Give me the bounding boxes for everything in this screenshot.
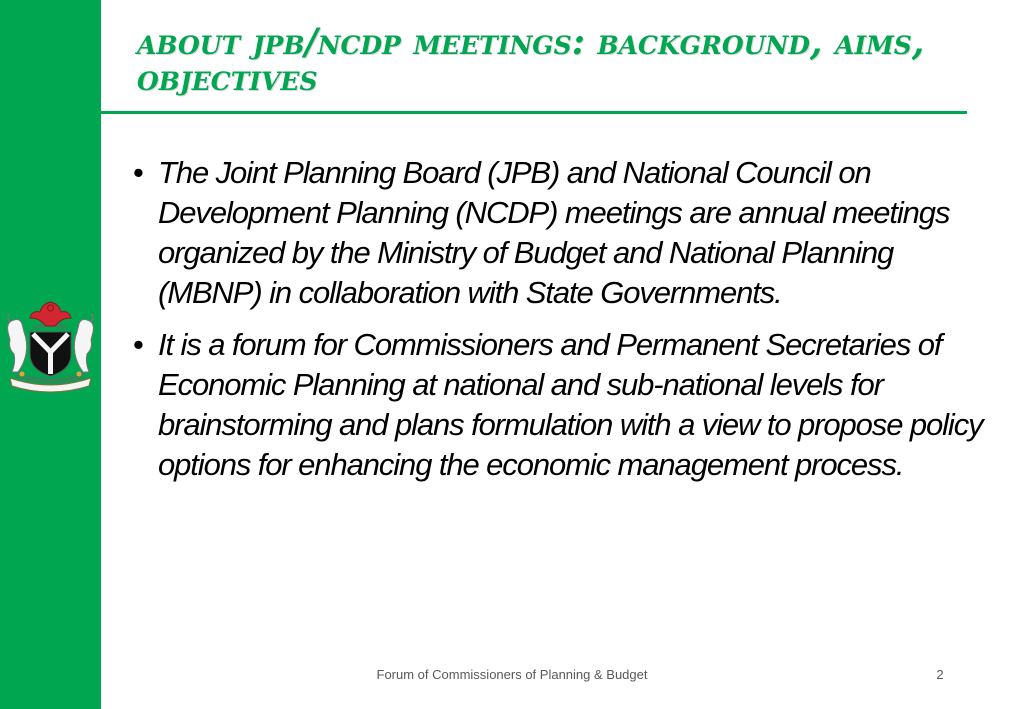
slide-title: about jpb/ncdp meetings: background, aims, objectives bbox=[137, 21, 925, 99]
bullet-list bbox=[133, 153, 1003, 497]
title-divider bbox=[101, 111, 967, 114]
coat-of-arms-icon bbox=[0, 292, 101, 396]
page-number: 2 bbox=[936, 667, 944, 682]
bullet-item: • It is a forum for Commissioners and Permanent Secretaries of Economic Planning at national and sub-national levels for brainstorming and plans formulation with a view to propose policy options for enhancing the economic management process. bbox=[133, 325, 1003, 485]
footer-text: Forum of Commissioners of Planning & Budget bbox=[376, 667, 648, 682]
bullet-item: • The Joint Planning Board (JPB) and National Council on Development Planning (NCDP) meetings are annual meetings organized by the Ministry of Budget and National Planning (MBNP) in collaboration with State Governments. bbox=[133, 153, 1003, 313]
